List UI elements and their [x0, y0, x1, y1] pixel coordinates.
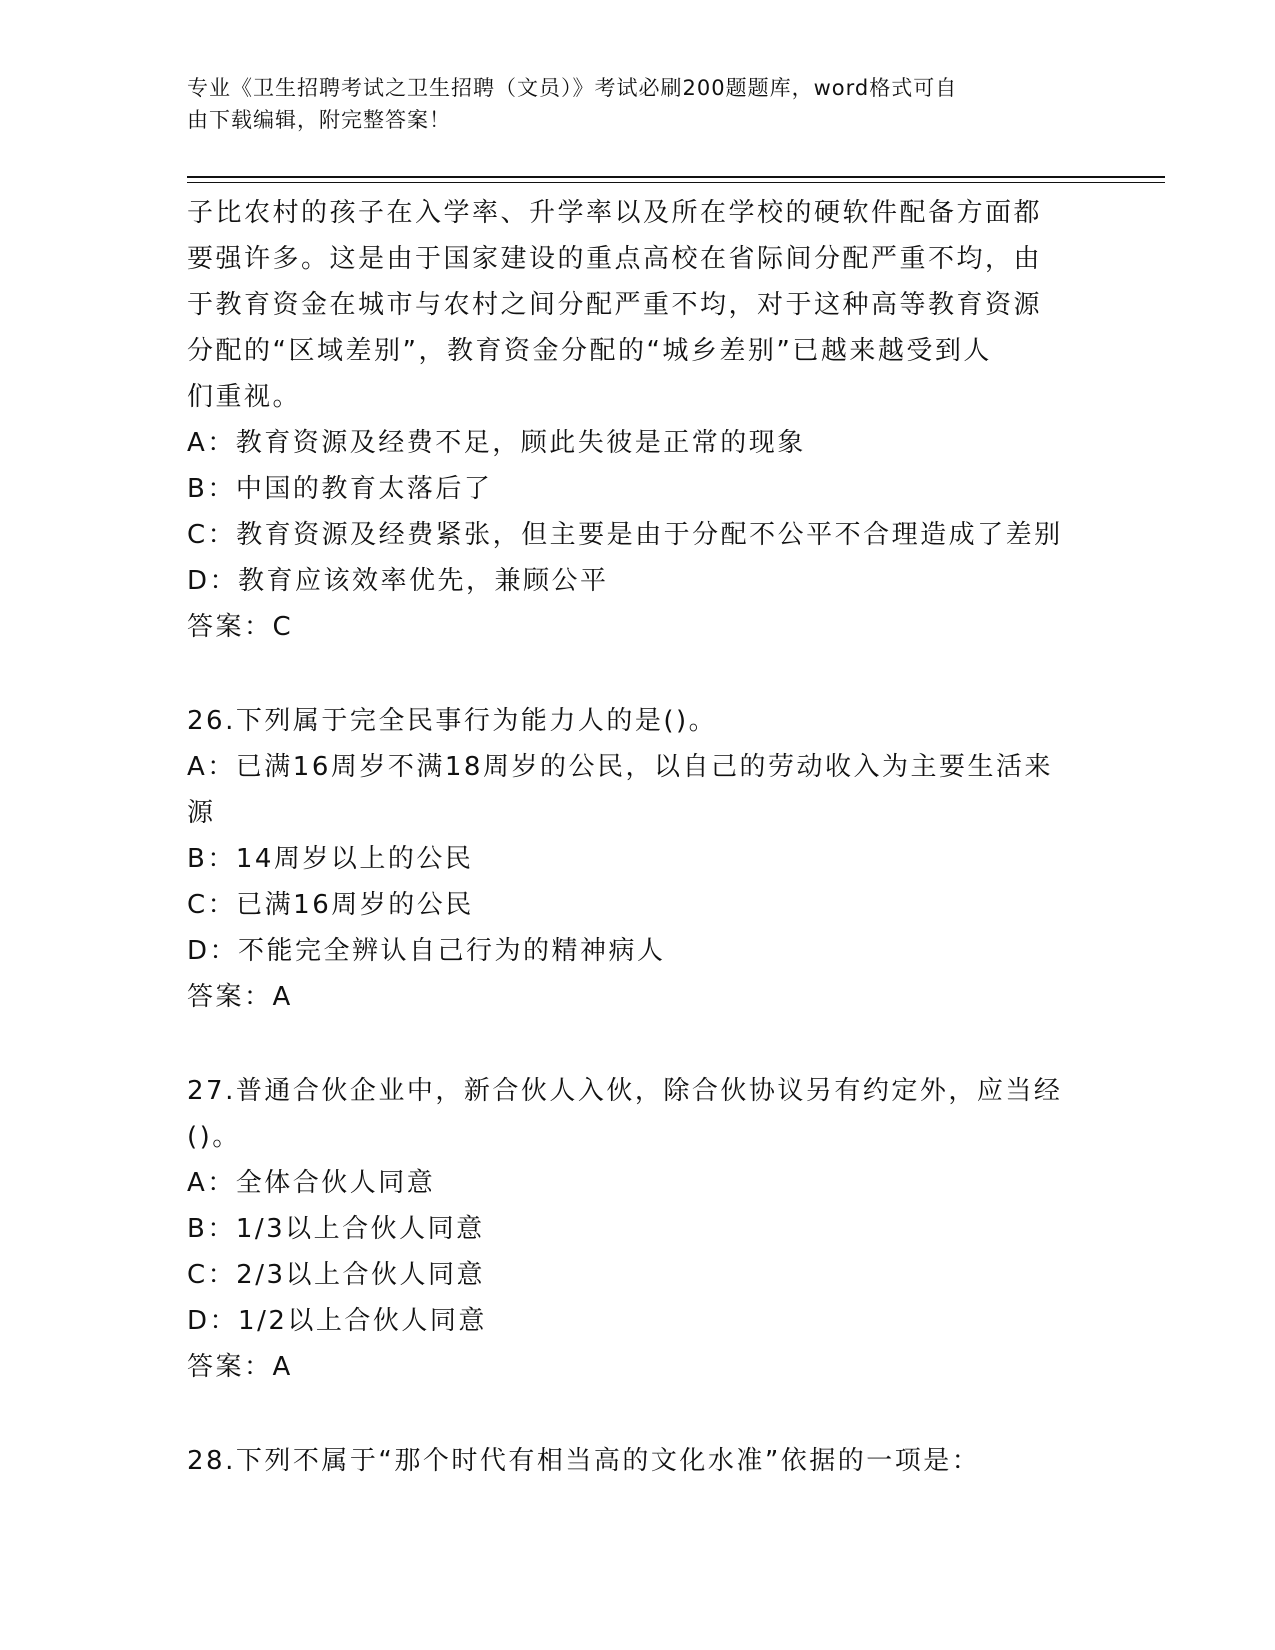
option-d: D：教育应该效率优先，兼顾公平: [187, 566, 609, 596]
question-title: 26.下列属于完全民事行为能力人的是()。: [187, 706, 718, 736]
header-divider-thin: [187, 182, 1165, 183]
option-d: D：1/2以上合伙人同意: [187, 1306, 487, 1336]
question-25: [187, 190, 1087, 650]
option-c: C：2/3以上合伙人同意: [187, 1260, 485, 1290]
question-26: [187, 698, 1087, 1020]
passage-line: 于教育资金在城市与农村之间分配严重不均，对于这种高等教育资源: [187, 290, 1043, 320]
option-a-continued: 源: [187, 798, 216, 828]
question-27: [187, 1068, 1087, 1390]
header-line-2: 由下载编辑，附完整答案！: [187, 108, 451, 132]
document-header: [187, 72, 1067, 136]
answer: 答案：A: [187, 982, 293, 1012]
question-28: [187, 1438, 1087, 1484]
header-divider-thick: [187, 176, 1165, 178]
question-title: 28.下列不属于“那个时代有相当高的文化水准”依据的一项是：: [187, 1446, 981, 1476]
option-a: A：已满16周岁不满18周岁的公民，以自己的劳动收入为主要生活来: [187, 752, 1053, 782]
passage-line: 要强许多。这是由于国家建设的重点高校在省际间分配严重不均，由: [187, 244, 1043, 274]
option-d: D：不能完全辨认自己行为的精神病人: [187, 936, 666, 966]
question-title: 27.普通合伙企业中，新合伙人入伙，除合伙协议另有约定外，应当经: [187, 1076, 1063, 1106]
option-b: B：14周岁以上的公民: [187, 844, 474, 874]
passage-line: 们重视。: [187, 382, 302, 412]
option-c: C：教育资源及经费紧张，但主要是由于分配不公平不合理造成了差别: [187, 520, 1063, 550]
answer: 答案：C: [187, 612, 294, 642]
option-a: A：教育资源及经费不足，顾此失彼是正常的现象: [187, 428, 806, 458]
answer: 答案：A: [187, 1352, 293, 1382]
passage-line: 子比农村的孩子在入学率、升学率以及所在学校的硬软件配备方面都: [187, 198, 1043, 228]
question-title-continued: ()。: [187, 1122, 241, 1152]
header-line-1: 专业《卫生招聘考试之卫生招聘（文员）》考试必刷200题题库，word格式可自: [187, 76, 958, 100]
option-b: B：1/3以上合伙人同意: [187, 1214, 485, 1244]
option-a: A：全体合伙人同意: [187, 1168, 436, 1198]
question-content: [187, 190, 1087, 1484]
passage-line: 分配的“区域差别”，教育资金分配的“城乡差别”已越来越受到人: [187, 336, 992, 366]
option-b: B：中国的教育太落后了: [187, 474, 493, 504]
option-c: C：已满16周岁的公民: [187, 890, 474, 920]
